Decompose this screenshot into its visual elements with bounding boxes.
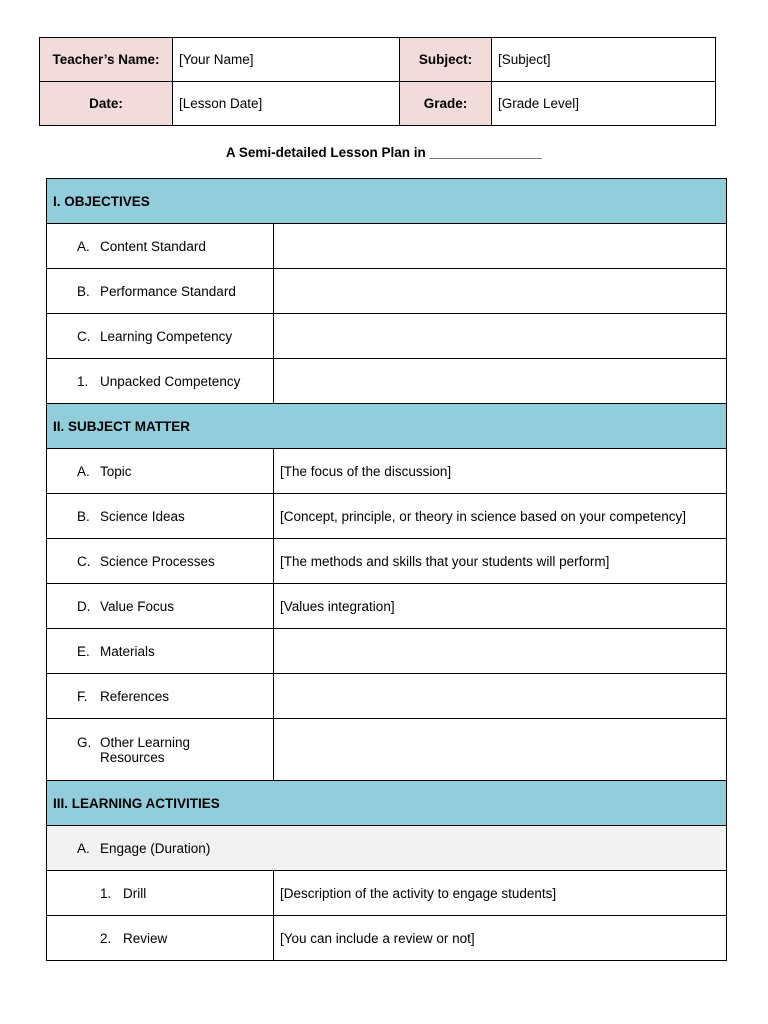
science-processes-field[interactable]: [The methods and skills that your students will perform] — [274, 539, 727, 584]
value-focus-field[interactable]: [Values integration] — [274, 584, 727, 629]
table-row — [47, 224, 727, 269]
table-row — [47, 359, 727, 404]
section-heading: I. OBJECTIVES — [47, 179, 727, 224]
table-row — [47, 826, 727, 871]
materials-field[interactable] — [274, 629, 727, 674]
grade-field[interactable]: [Grade Level] — [492, 82, 716, 126]
teacher-name-label: Teacher’s Name: — [40, 38, 173, 82]
subject-label: Subject: — [400, 38, 492, 82]
section-learning-activities — [47, 781, 727, 826]
item-label: Unpacked Competency — [100, 373, 241, 389]
table-row — [47, 584, 727, 629]
item-marker: C. — [77, 553, 91, 569]
item-marker: B. — [77, 508, 90, 524]
date-label: Date: — [40, 82, 173, 126]
table-row — [47, 314, 727, 359]
unpacked-competency-field[interactable] — [274, 359, 727, 404]
section-heading: II. SUBJECT MATTER — [47, 404, 727, 449]
date-field[interactable]: [Lesson Date] — [173, 82, 400, 126]
item-marker: 1. — [100, 885, 112, 901]
item-label: Other Learning Resources — [100, 734, 191, 765]
references-field[interactable] — [274, 674, 727, 719]
engage-label: Engage (Duration) — [100, 840, 211, 856]
section-objectives — [47, 179, 727, 224]
table-row — [47, 916, 727, 961]
lesson-header-table — [39, 37, 716, 126]
table-row — [47, 629, 727, 674]
item-label: References — [100, 688, 170, 704]
section-heading: III. LEARNING ACTIVITIES — [47, 781, 727, 826]
drill-field[interactable]: [Description of the activity to engage students] — [274, 871, 727, 916]
item-label: Topic — [100, 463, 132, 479]
review-field[interactable]: [You can include a review or not] — [274, 916, 727, 961]
item-marker: 1. — [77, 373, 89, 389]
item-marker: A. — [77, 463, 90, 479]
item-marker: F. — [77, 688, 88, 704]
learning-competency-field[interactable] — [274, 314, 727, 359]
performance-standard-field[interactable] — [274, 269, 727, 314]
item-label: Performance Standard — [100, 283, 236, 299]
item-label: Drill — [123, 885, 147, 901]
document-title: A Semi-detailed Lesson Plan in _______________ — [225, 145, 543, 160]
item-label: Value Focus — [100, 598, 175, 614]
item-marker: G. — [77, 734, 92, 750]
table-row — [47, 539, 727, 584]
item-marker: B. — [77, 283, 90, 299]
table-row — [47, 449, 727, 494]
item-label: Review — [123, 930, 168, 946]
item-marker: A. — [77, 840, 90, 856]
item-marker: D. — [77, 598, 91, 614]
table-row — [47, 674, 727, 719]
table-row — [47, 269, 727, 314]
lesson-plan-table — [46, 178, 727, 961]
item-label: Content Standard — [100, 238, 206, 254]
subject-field[interactable]: [Subject] — [492, 38, 716, 82]
other-learning-resources-field[interactable] — [274, 719, 727, 781]
item-marker: A. — [77, 238, 90, 254]
topic-field[interactable]: [The focus of the discussion] — [274, 449, 727, 494]
item-label: Learning Competency — [100, 328, 233, 344]
item-label: Materials — [100, 643, 155, 659]
item-marker: C. — [77, 328, 91, 344]
item-label: Science Processes — [100, 553, 215, 569]
teacher-name-field[interactable]: [Your Name] — [173, 38, 400, 82]
item-marker: E. — [77, 643, 90, 659]
section-subject-matter — [47, 404, 727, 449]
table-row — [47, 871, 727, 916]
item-marker: 2. — [100, 930, 112, 946]
content-standard-field[interactable] — [274, 224, 727, 269]
table-row — [47, 719, 727, 781]
item-label: Science Ideas — [100, 508, 185, 524]
grade-label: Grade: — [400, 82, 492, 126]
science-ideas-field[interactable]: [Concept, principle, or theory in science based on your competency] — [274, 494, 727, 539]
table-row — [47, 494, 727, 539]
